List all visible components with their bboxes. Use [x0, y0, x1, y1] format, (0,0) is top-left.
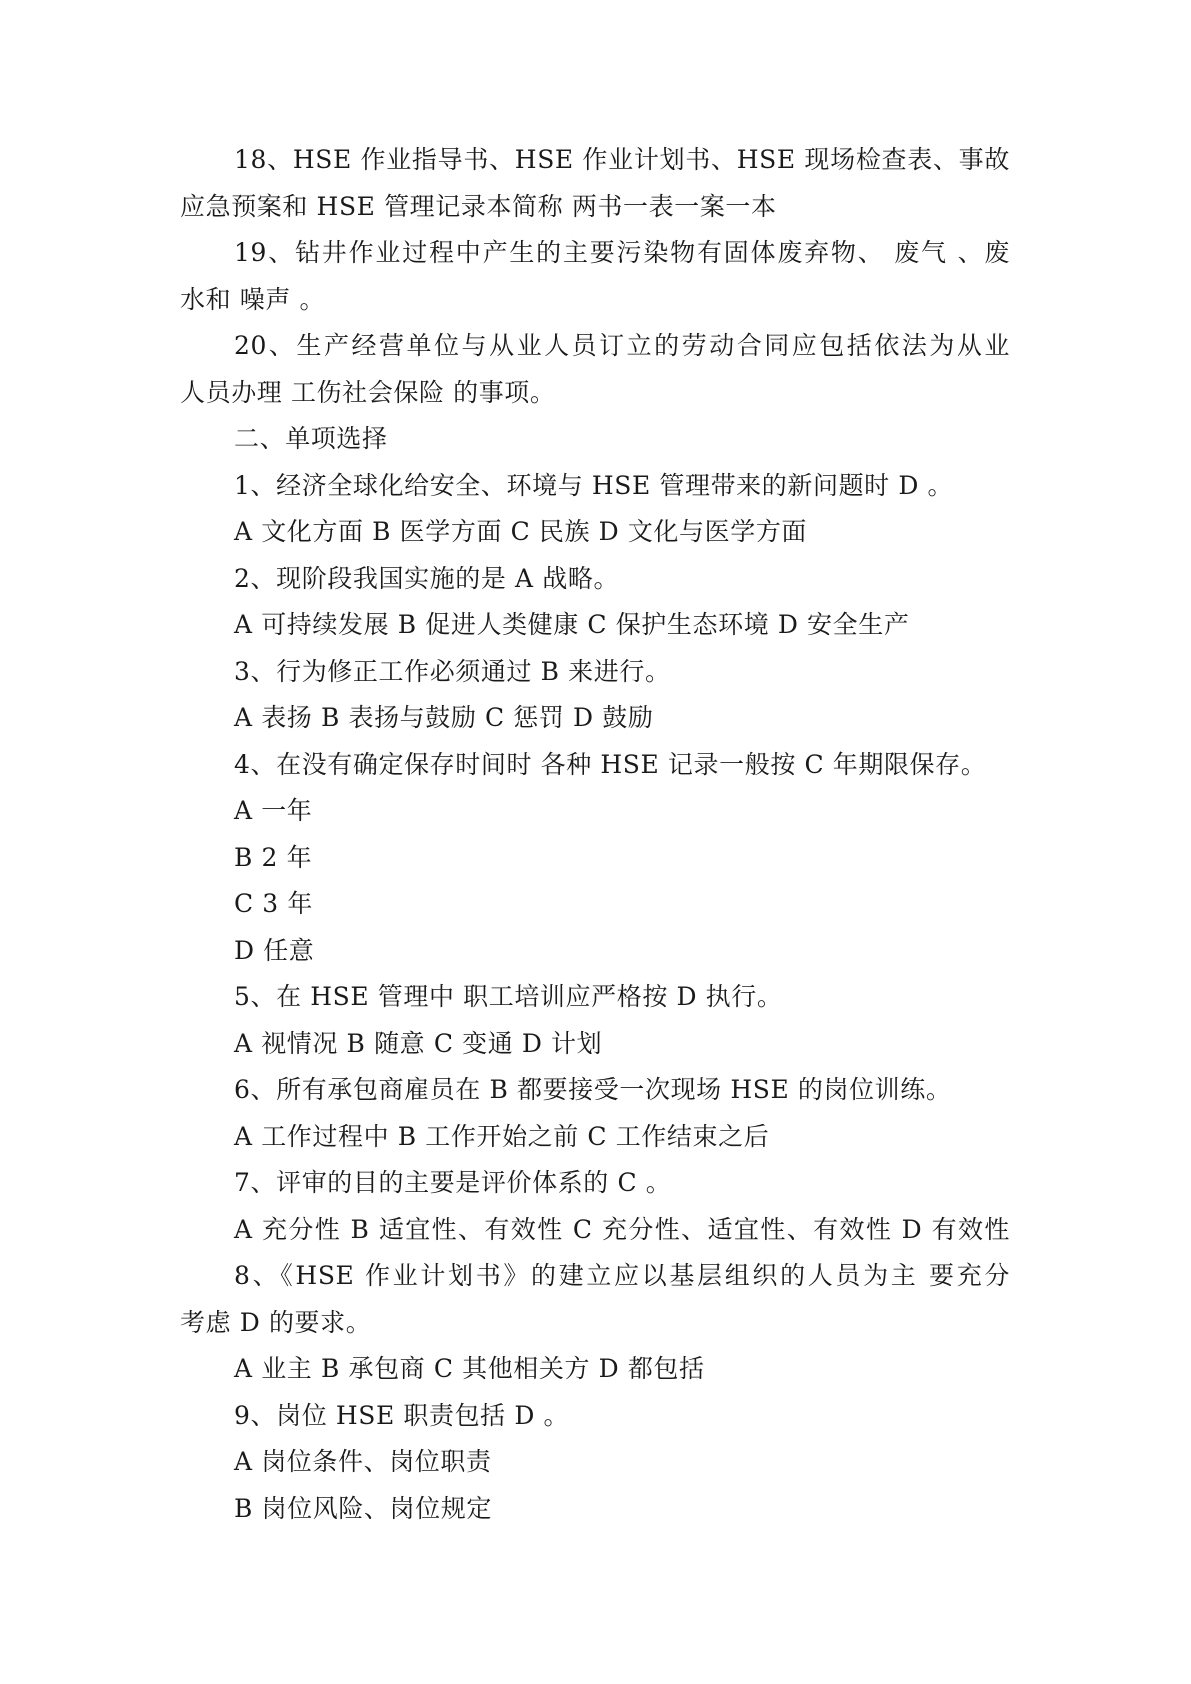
- text-line: 9、岗位 HSE 职责包括 D 。: [234, 1400, 570, 1430]
- text-line: 3、行为修正工作必须通过 B 来进行。: [234, 656, 671, 686]
- text-line: A 表扬 B 表扬与鼓励 C 惩罚 D 鼓励: [234, 703, 654, 732]
- text-line: D 任意: [234, 935, 315, 965]
- text-line: B 岗位风险、岗位规定: [234, 1493, 492, 1523]
- text-line: 人员办理 工伤社会保险 的事项。: [180, 377, 556, 407]
- text-line: 4、在没有确定保存时间时 各种 HSE 记录一般按 C 年期限保存。: [234, 749, 987, 779]
- text-line: A 视情况 B 随意 C 变通 D 计划: [234, 1028, 603, 1058]
- text-line: A 可持续发展 B 促进人类健康 C 保护生态环境 D 安全生产: [234, 610, 910, 639]
- text-line: 8、《HSE 作业计划书》的建立应以基层组织的人员为主 要充分: [234, 1261, 1010, 1290]
- text-line: 2、现阶段我国实施的是 A 战略。: [234, 563, 620, 593]
- text-line: 考虑 D 的要求。: [180, 1307, 372, 1337]
- text-line: 应急预案和 HSE 管理记录本简称 两书一表一案一本: [180, 191, 777, 221]
- text-line: 20、生产经营单位与从业人员订立的劳动合同应包括依法为从业: [234, 331, 1010, 360]
- text-line: A 充分性 B 适宜性、有效性 C 充分性、适宜性、有效性 D 有效性: [234, 1214, 1010, 1244]
- text-line: A 文化方面 B 医学方面 C 民族 D 文化与医学方面: [234, 517, 808, 546]
- text-line: B 2 年: [234, 842, 313, 872]
- text-line: 5、在 HSE 管理中 职工培训应严格按 D 执行。: [234, 982, 783, 1011]
- text-line: 水和 噪声 。: [180, 284, 326, 314]
- text-line: 19、钻井作业过程中产生的主要污染物有固体废弃物、 废气 、废: [234, 238, 1010, 267]
- text-line: 1、经济全球化给安全、环境与 HSE 管理带来的新问题时 D 。: [234, 470, 954, 500]
- text-line: 7、评审的目的主要是评价体系的 C 。: [234, 1168, 672, 1197]
- document-body: [180, 137, 1010, 1532]
- text-line: 18、HSE 作业指导书、HSE 作业计划书、HSE 现场检查表、事故: [234, 145, 1010, 174]
- text-line: C 3 年: [234, 889, 313, 918]
- text-line: 二、单项选择: [234, 424, 388, 453]
- text-line: A 岗位条件、岗位职责: [234, 1447, 492, 1476]
- text-line: A 工作过程中 B 工作开始之前 C 工作结束之后: [234, 1121, 770, 1151]
- text-line: A 业主 B 承包商 C 其他相关方 D 都包括: [234, 1354, 705, 1383]
- text-line: A 一年: [234, 796, 313, 825]
- text-line: 6、所有承包商雇员在 B 都要接受一次现场 HSE 的岗位训练。: [234, 1075, 952, 1104]
